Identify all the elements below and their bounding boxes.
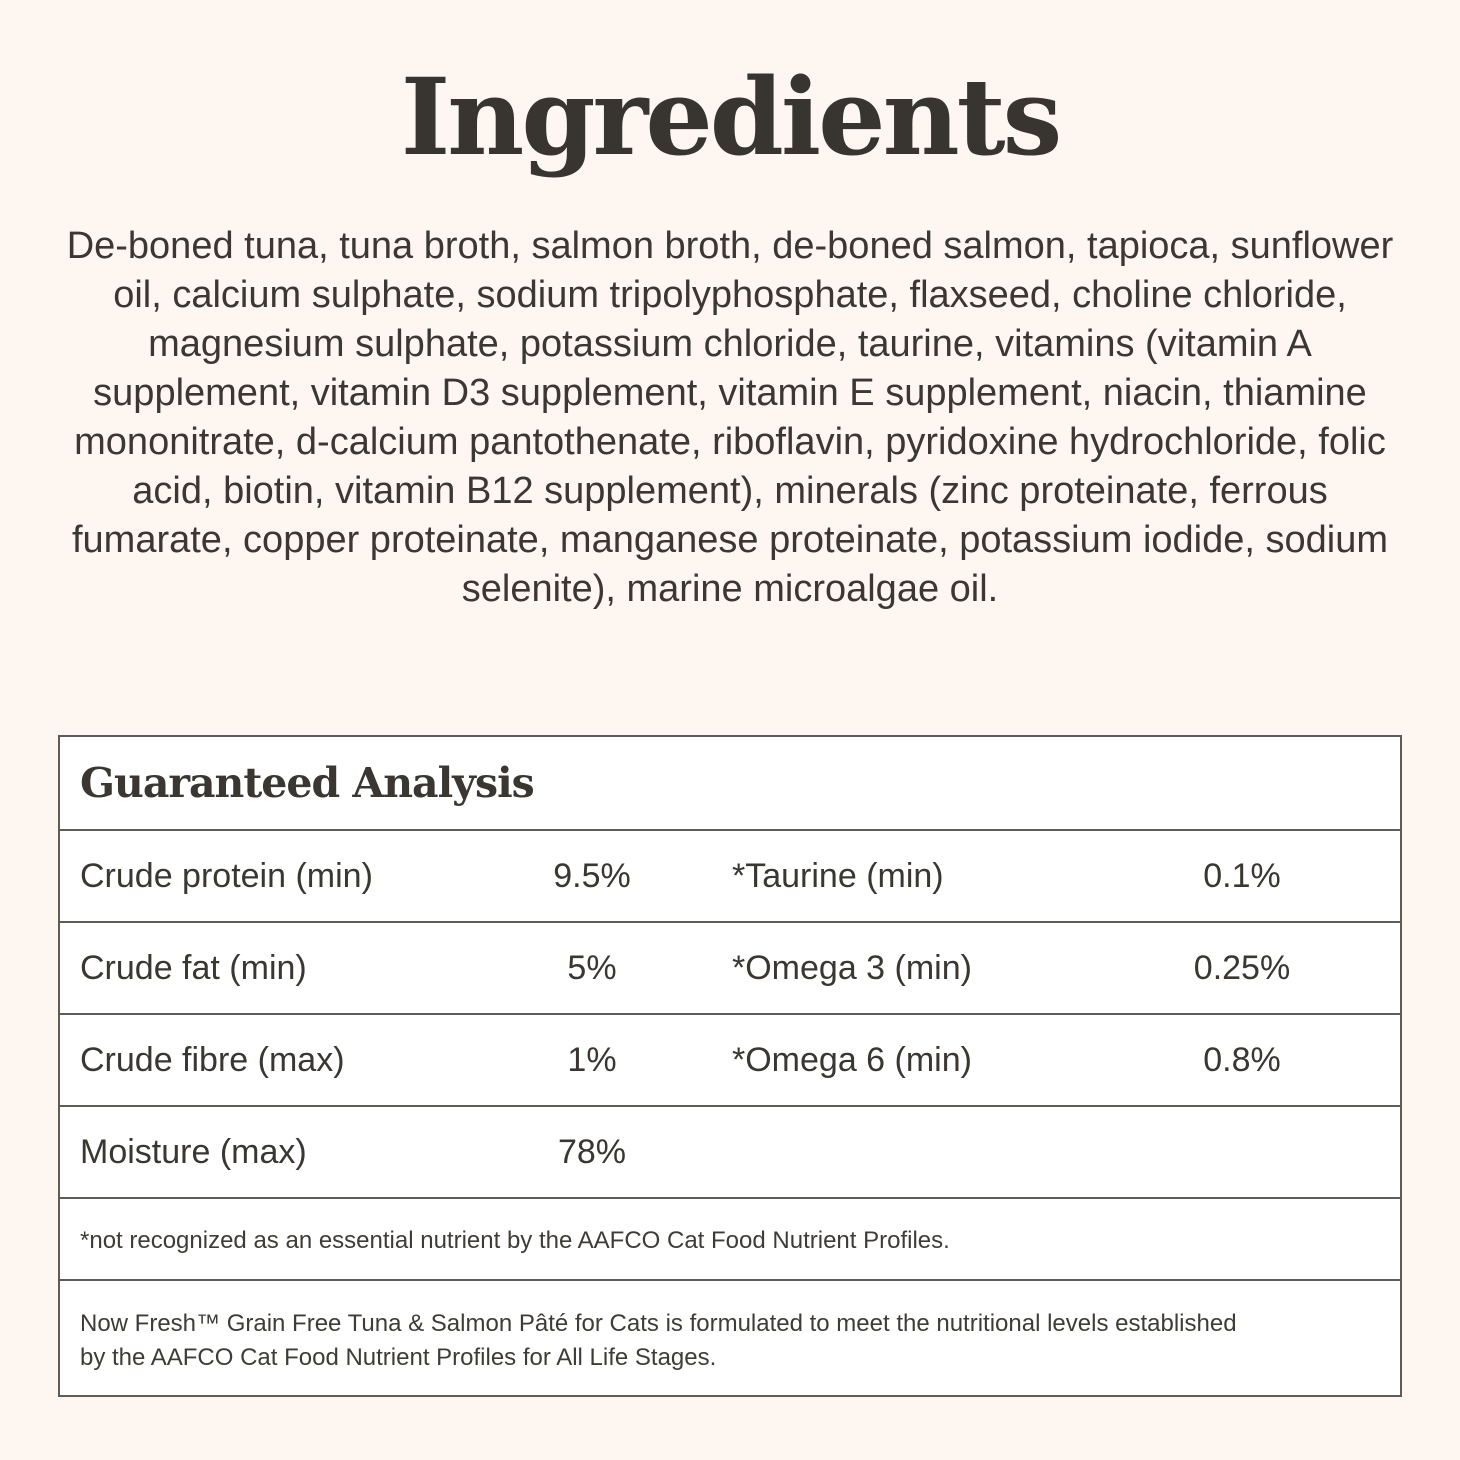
ingredients-text: De-boned tuna, tuna broth, salmon broth, de-boned salmon, tapioca, sunflower oil, calcium sulphate, sodium tripolyphosphate, flaxseed, choline chloride, magnesium sulphate, potassium chloride, taurine, vitamins (vitamin A supplement, vitamin D3 supplement, vitamin E supplement, niacin, thiamine mononitrate, d-calcium pantothenate, riboflavin, pyridoxine hydrochloride, folic acid, biotin, vitamin B12 supplement), minerals (zinc proteinate, ferrous fumarate, copper proteinate, manganese proteinate, potassium iodide, sodium selenite), marine microalgae oil. bbox=[66, 225, 1394, 610]
nutrient-value: 78% bbox=[557, 1133, 627, 1171]
aafco-statement bbox=[60, 1281, 1400, 1375]
page-title: Ingredients bbox=[400, 54, 1060, 179]
nutrient-label: *Omega 6 (min) bbox=[732, 1041, 972, 1079]
table-row bbox=[60, 1015, 1400, 1107]
nutrient-value: 5% bbox=[567, 949, 617, 987]
guaranteed-analysis-table bbox=[58, 735, 1402, 1397]
nutrient-value: 9.5% bbox=[553, 857, 631, 895]
table-row bbox=[60, 923, 1400, 1015]
nutrient-value: 0.25% bbox=[1193, 949, 1291, 987]
nutrient-label: *Taurine (min) bbox=[732, 857, 944, 895]
aafco-statement-line: Now Fresh™ Grain Free Tuna & Salmon Pâté for Cats is formulated to meet the nutritional levels established bbox=[80, 1310, 1237, 1337]
analysis-header bbox=[60, 737, 1400, 831]
nutrient-label: *Omega 3 (min) bbox=[732, 949, 972, 987]
nutrient-value: 1% bbox=[567, 1041, 617, 1079]
nutrient-label: Crude protein (min) bbox=[80, 857, 373, 895]
footnote: *not recognized as an essential nutrient by the AAFCO Cat Food Nutrient Profiles. bbox=[60, 1199, 1400, 1281]
table-row bbox=[60, 1107, 1400, 1199]
nutrient-value: 0.8% bbox=[1203, 1041, 1281, 1079]
nutrient-label: Crude fat (min) bbox=[80, 949, 307, 987]
analysis-title: Guaranteed Analysis bbox=[80, 759, 534, 807]
table-row bbox=[60, 831, 1400, 923]
aafco-statement-line: by the AAFCO Cat Food Nutrient Profiles for All Life Stages. bbox=[80, 1344, 717, 1371]
nutrient-value: 0.1% bbox=[1203, 857, 1281, 895]
nutrient-label: Crude fibre (max) bbox=[80, 1041, 345, 1079]
nutrient-label: Moisture (max) bbox=[80, 1133, 307, 1171]
